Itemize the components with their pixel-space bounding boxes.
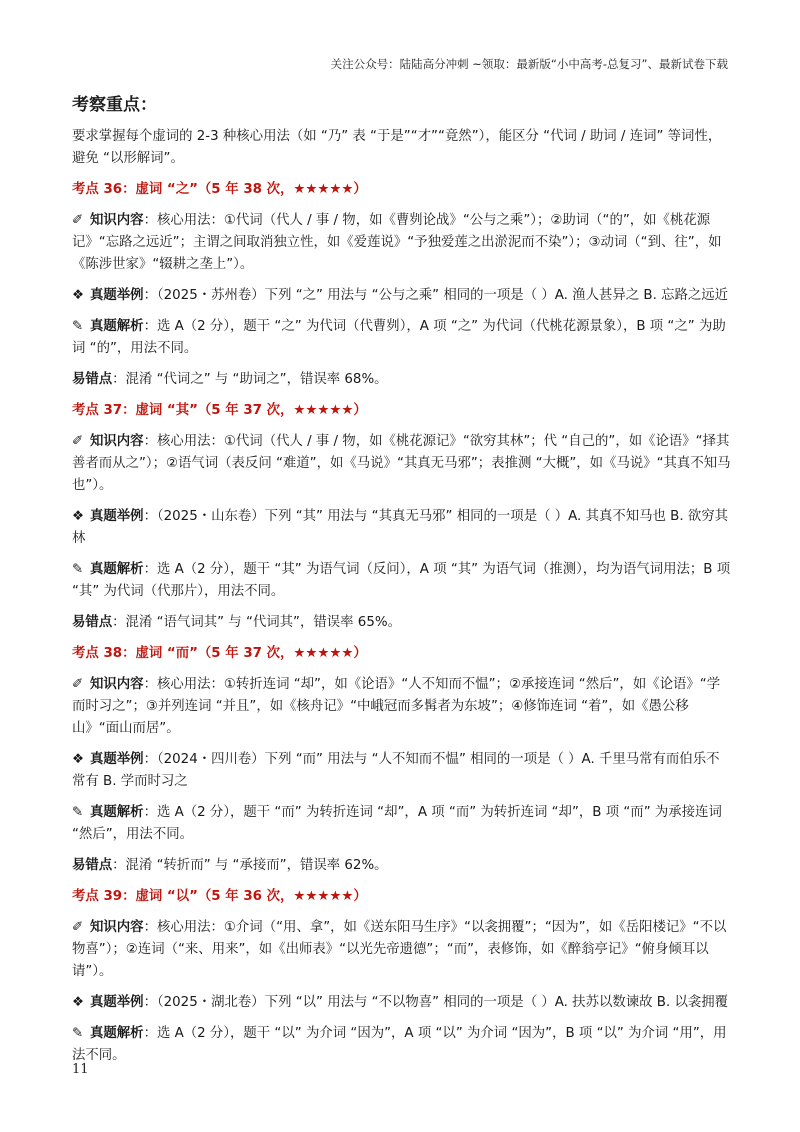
- pen-icon: ✎: [72, 319, 84, 334]
- error-label: 易错点: [72, 615, 113, 630]
- point-title: 考点 37：虚词 “其”（5 年 37 次，★★★★★）: [72, 403, 367, 418]
- pen-icon: ✎: [72, 562, 84, 577]
- knowledge-label: 知识内容: [90, 434, 144, 449]
- section-title: 考察重点：: [72, 95, 157, 115]
- knowledge-block: [72, 210, 732, 276]
- example-block: [72, 749, 732, 793]
- analysis-label: 真题解析: [90, 805, 144, 820]
- page-header: 关注公众号：陆陆高分冲刺 ~领取：最新版“小中高考-总复习”、最新试卷下载: [330, 57, 728, 71]
- knowledge-block: [72, 917, 732, 983]
- diamond-icon: ❖: [72, 995, 85, 1010]
- error-block: [72, 612, 732, 634]
- error-text: ：混淆 “语气词其” 与 “代词其”，错误率 65%。: [112, 615, 401, 630]
- analysis-label: 真题解析: [90, 562, 144, 577]
- pencil-icon: ✐: [72, 434, 84, 449]
- example-text: ：（2025・苏州卷）下列 “之” 用法与 “公与之乘” 相同的一项是（ ）A. 渔人甚异之 B. 忘路之远近: [143, 288, 729, 303]
- intro-paragraph: 要求掌握每个虚词的 2-3 种核心用法（如 “乃” 表 “于是”“才”“竟然”），能区分 “代词 / 助词 / 连词” 等词性，避免 “以形解词”。: [72, 129, 722, 166]
- knowledge-text: ：核心用法：①代词（代人 / 事 / 物，如《桃花源记》“欲穷其林”；代 “自己的”，如《论语》“择其善者而从之”）；②语气词（表反问 “难道”，如《马说》“其真无马邪”；表推测 “大概”，如《马说》“其真不知马也”）。: [72, 434, 731, 493]
- analysis-block: [72, 316, 732, 360]
- knowledge-label: 知识内容: [90, 213, 144, 228]
- error-text: ：混淆 “代词之” 与 “助词之”，错误率 68%。: [112, 372, 388, 387]
- knowledge-block: [72, 431, 732, 497]
- knowledge-text: ：核心用法：①代词（代人 / 事 / 物，如《曹刿论战》“公与之乘”）；②助词（“的”，如《桃花源记》“忘路之远近”；主谓之间取消独立性，如《爱莲说》“予独爱莲之出淤泥而不染”）；③动词（“到、往”，如《陈涉世家》“辍耕之垄上”）。: [72, 213, 722, 272]
- diamond-icon: ❖: [72, 752, 85, 767]
- diamond-icon: ❖: [72, 288, 85, 303]
- pen-icon: ✎: [72, 1026, 84, 1041]
- example-label: 真题举例: [90, 509, 144, 524]
- error-text: ：混淆 “转折而” 与 “承接而”，错误率 62%。: [112, 858, 388, 873]
- pen-icon: ✎: [72, 805, 84, 820]
- example-label: 真题举例: [90, 288, 144, 303]
- example-label: 真题举例: [90, 995, 144, 1010]
- example-block: [72, 506, 732, 550]
- example-label: 真题举例: [90, 752, 144, 767]
- example-block: [72, 992, 732, 1014]
- pencil-icon: ✐: [72, 213, 84, 228]
- knowledge-text: ：核心用法：①转折连词 “却”，如《论语》“人不知而不愠”；②承接连词 “然后”，如《论语》“学而时习之”；③并列连词 “并且”，如《核舟记》“中峨冠而多髯者为东坡”；④修饰连词 “着”，如《愚公移山》“面山而居”。: [72, 677, 721, 736]
- analysis-label: 真题解析: [90, 1026, 144, 1041]
- analysis-block: [72, 802, 732, 846]
- analysis-text: ：选 A（2 分），题干 “以” 为介词 “因为”，A 项 “以” 为介词 “因为”，B 项 “以” 为介词 “用”，用法不同。: [72, 1026, 727, 1063]
- analysis-block: [72, 1023, 732, 1067]
- analysis-block: [72, 559, 732, 603]
- knowledge-text: ：核心用法：①介词（“用、拿”，如《送东阳马生序》“以衾拥覆”；“因为”，如《岳阳楼记》“不以物喜”）；②连词（“来、用来”，如《出师表》“以光先帝遗德”；“而”，表修饰，如《醉翁亭记》“俯身倾耳以请”）。: [72, 920, 727, 979]
- analysis-label: 真题解析: [90, 319, 144, 334]
- point-title: 考点 36：虚词 “之”（5 年 38 次，★★★★★）: [72, 182, 367, 197]
- point-title: 考点 39：虚词 “以”（5 年 36 次，★★★★★）: [72, 889, 367, 904]
- point-title: 考点 38：虚词 “而”（5 年 37 次，★★★★★）: [72, 646, 367, 661]
- page-content: [72, 92, 732, 1076]
- diamond-icon: ❖: [72, 509, 85, 524]
- error-block: [72, 855, 732, 877]
- pencil-icon: ✐: [72, 677, 84, 692]
- analysis-text: ：选 A（2 分），题干 “其” 为语气词（反问），A 项 “其” 为语气词（推测），均为语气词用法；B 项 “其” 为代词（代那片），用法不同。: [72, 562, 731, 599]
- example-block: [72, 285, 732, 307]
- example-text: ：（2024・四川卷）下列 “而” 用法与 “人不知而不愠” 相同的一项是（ ）A. 千里马常有而伯乐不常有 B. 学而时习之: [72, 752, 720, 789]
- analysis-text: ：选 A（2 分），题干 “之” 为代词（代曹刿），A 项 “之” 为代词（代桃花源景象），B 项 “之” 为助词 “的”，用法不同。: [72, 319, 726, 356]
- example-text: ：（2025・湖北卷）下列 “以” 用法与 “不以物喜” 相同的一项是（ ）A. 扶苏以数谏故 B. 以衾拥覆: [143, 995, 729, 1010]
- error-label: 易错点: [72, 858, 113, 873]
- page-number: 11: [72, 1062, 89, 1077]
- pencil-icon: ✐: [72, 920, 84, 935]
- example-text: ：（2025・山东卷）下列 “其” 用法与 “其真无马邪” 相同的一项是（ ）A. 其真不知马也 B. 欲穷其林: [72, 509, 729, 546]
- error-block: [72, 369, 732, 391]
- error-label: 易错点: [72, 372, 113, 387]
- analysis-text: ：选 A（2 分），题干 “而” 为转折连词 “却”，A 项 “而” 为转折连词 “却”，B 项 “而” 为承接连词 “然后”，用法不同。: [72, 805, 722, 842]
- knowledge-label: 知识内容: [90, 677, 144, 692]
- knowledge-label: 知识内容: [90, 920, 144, 935]
- knowledge-block: [72, 674, 732, 740]
